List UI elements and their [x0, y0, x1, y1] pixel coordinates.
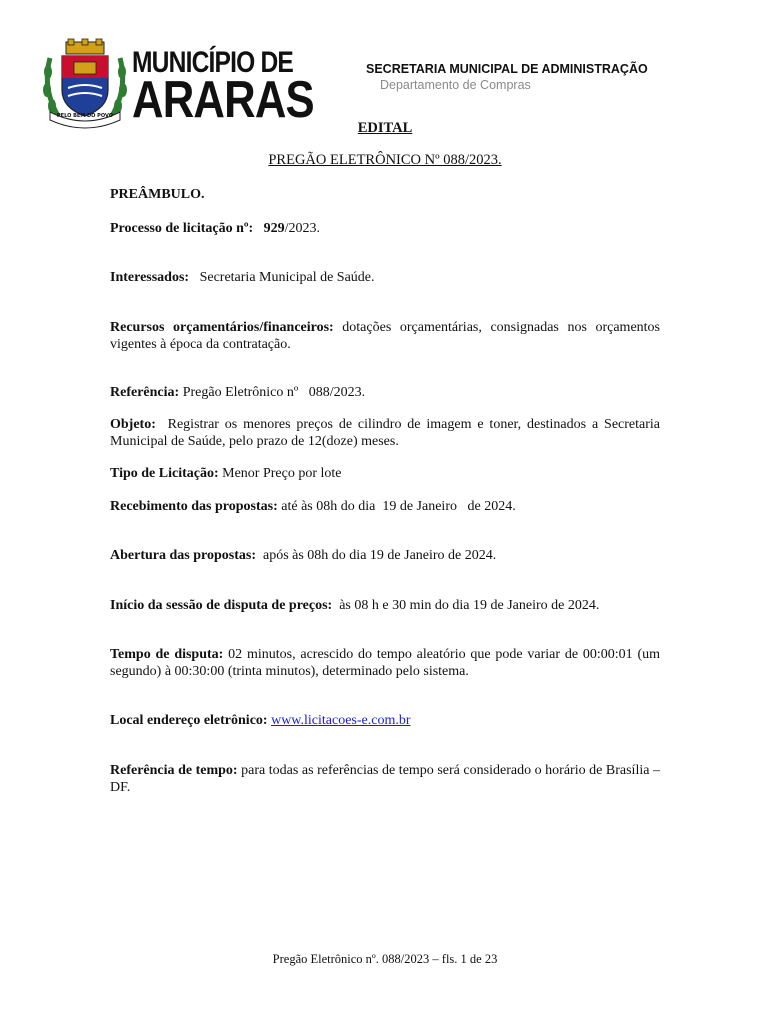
tipo-value: Menor Preço por lote — [222, 466, 342, 481]
abertura-label: Abertura das propostas: — [110, 548, 256, 563]
processo-line — [110, 220, 660, 237]
processo-suffix: /2023. — [284, 221, 321, 236]
referencia-line — [110, 384, 660, 401]
local-label: Local endereço eletrônico: — [110, 713, 268, 728]
licitacoes-link[interactable]: www.licitacoes-e.com.br — [271, 713, 411, 728]
preambulo-heading: PREÂMBULO. — [110, 187, 205, 202]
page-footer: Pregão Eletrônico nº. 088/2023 – fls. 1 de 23 — [272, 952, 498, 966]
tipo-line — [110, 465, 660, 482]
local-line — [110, 712, 660, 729]
interessados-value: Secretaria Municipal de Saúde. — [199, 270, 375, 285]
recursos-label: Recursos orçamentários/financeiros: — [110, 320, 334, 335]
processo-number: 929 — [263, 221, 285, 236]
objeto-label: Objeto: — [110, 417, 156, 432]
recebimento-value: até às 08h do dia 19 de Janeiro de 2024. — [281, 499, 516, 514]
logo-municipio-text: MUNICÍPIO DE — [132, 46, 294, 79]
referencia-label: Referência: — [110, 385, 180, 400]
recebimento-line — [110, 498, 660, 515]
municipality-logo — [40, 38, 312, 130]
inicio-label: Início da sessão de disputa de preços: — [110, 598, 333, 613]
tempo-value: 02 minutos, acrescido do tempo aleatório que pode variar de 00:00:01 (um segundo) à 00:30:00 (trinta minutos), determinado pelo sistema. — [110, 647, 660, 679]
objeto-paragraph — [110, 416, 660, 450]
recursos-value: dotações orçamentárias, consignadas nos orçamentos vigentes à época da contratação. — [110, 320, 660, 352]
departamento-subheading: Departamento de Compras — [380, 78, 531, 92]
inicio-value: às 08 h e 30 min do dia 19 de Janeiro de 2024. — [339, 598, 600, 613]
objeto-value: Registrar os menores preços de cilindro de imagem e toner, destinados a Secretaria Municipal de Saúde, pelo prazo de 12(doze) meses. — [110, 417, 661, 449]
document-title: EDITAL — [357, 120, 413, 136]
secretaria-heading: SECRETARIA MUNICIPAL DE ADMINISTRAÇÃO — [366, 62, 648, 76]
interessados-label: Interessados: — [110, 270, 190, 285]
logo-araras-text: ARARAS — [132, 71, 314, 129]
inicio-line — [110, 597, 660, 614]
recebimento-label: Recebimento das propostas: — [110, 499, 278, 514]
interessados-line — [110, 269, 660, 286]
referencia-tempo-paragraph — [110, 762, 660, 796]
referencia-value: Pregão Eletrônico nº 088/2023. — [182, 385, 366, 400]
logo-motto: PELO BEM DO POVO — [57, 113, 113, 119]
referencia-tempo-label: Referência de tempo: — [110, 763, 238, 778]
tempo-label: Tempo de disputa: — [110, 647, 224, 662]
recursos-paragraph — [110, 319, 660, 353]
abertura-line — [110, 547, 660, 564]
abertura-value: após às 08h do dia 19 de Janeiro de 2024. — [262, 548, 497, 563]
document-subtitle: PREGÃO ELETRÔNICO Nº 088/2023. — [268, 152, 502, 168]
tempo-paragraph — [110, 646, 660, 680]
processo-label: Processo de licitação nº: — [110, 221, 254, 236]
tipo-label: Tipo de Licitação: — [110, 466, 219, 481]
referencia-tempo-value: para todas as referências de tempo será considerado o horário de Brasília – DF. — [110, 763, 660, 795]
